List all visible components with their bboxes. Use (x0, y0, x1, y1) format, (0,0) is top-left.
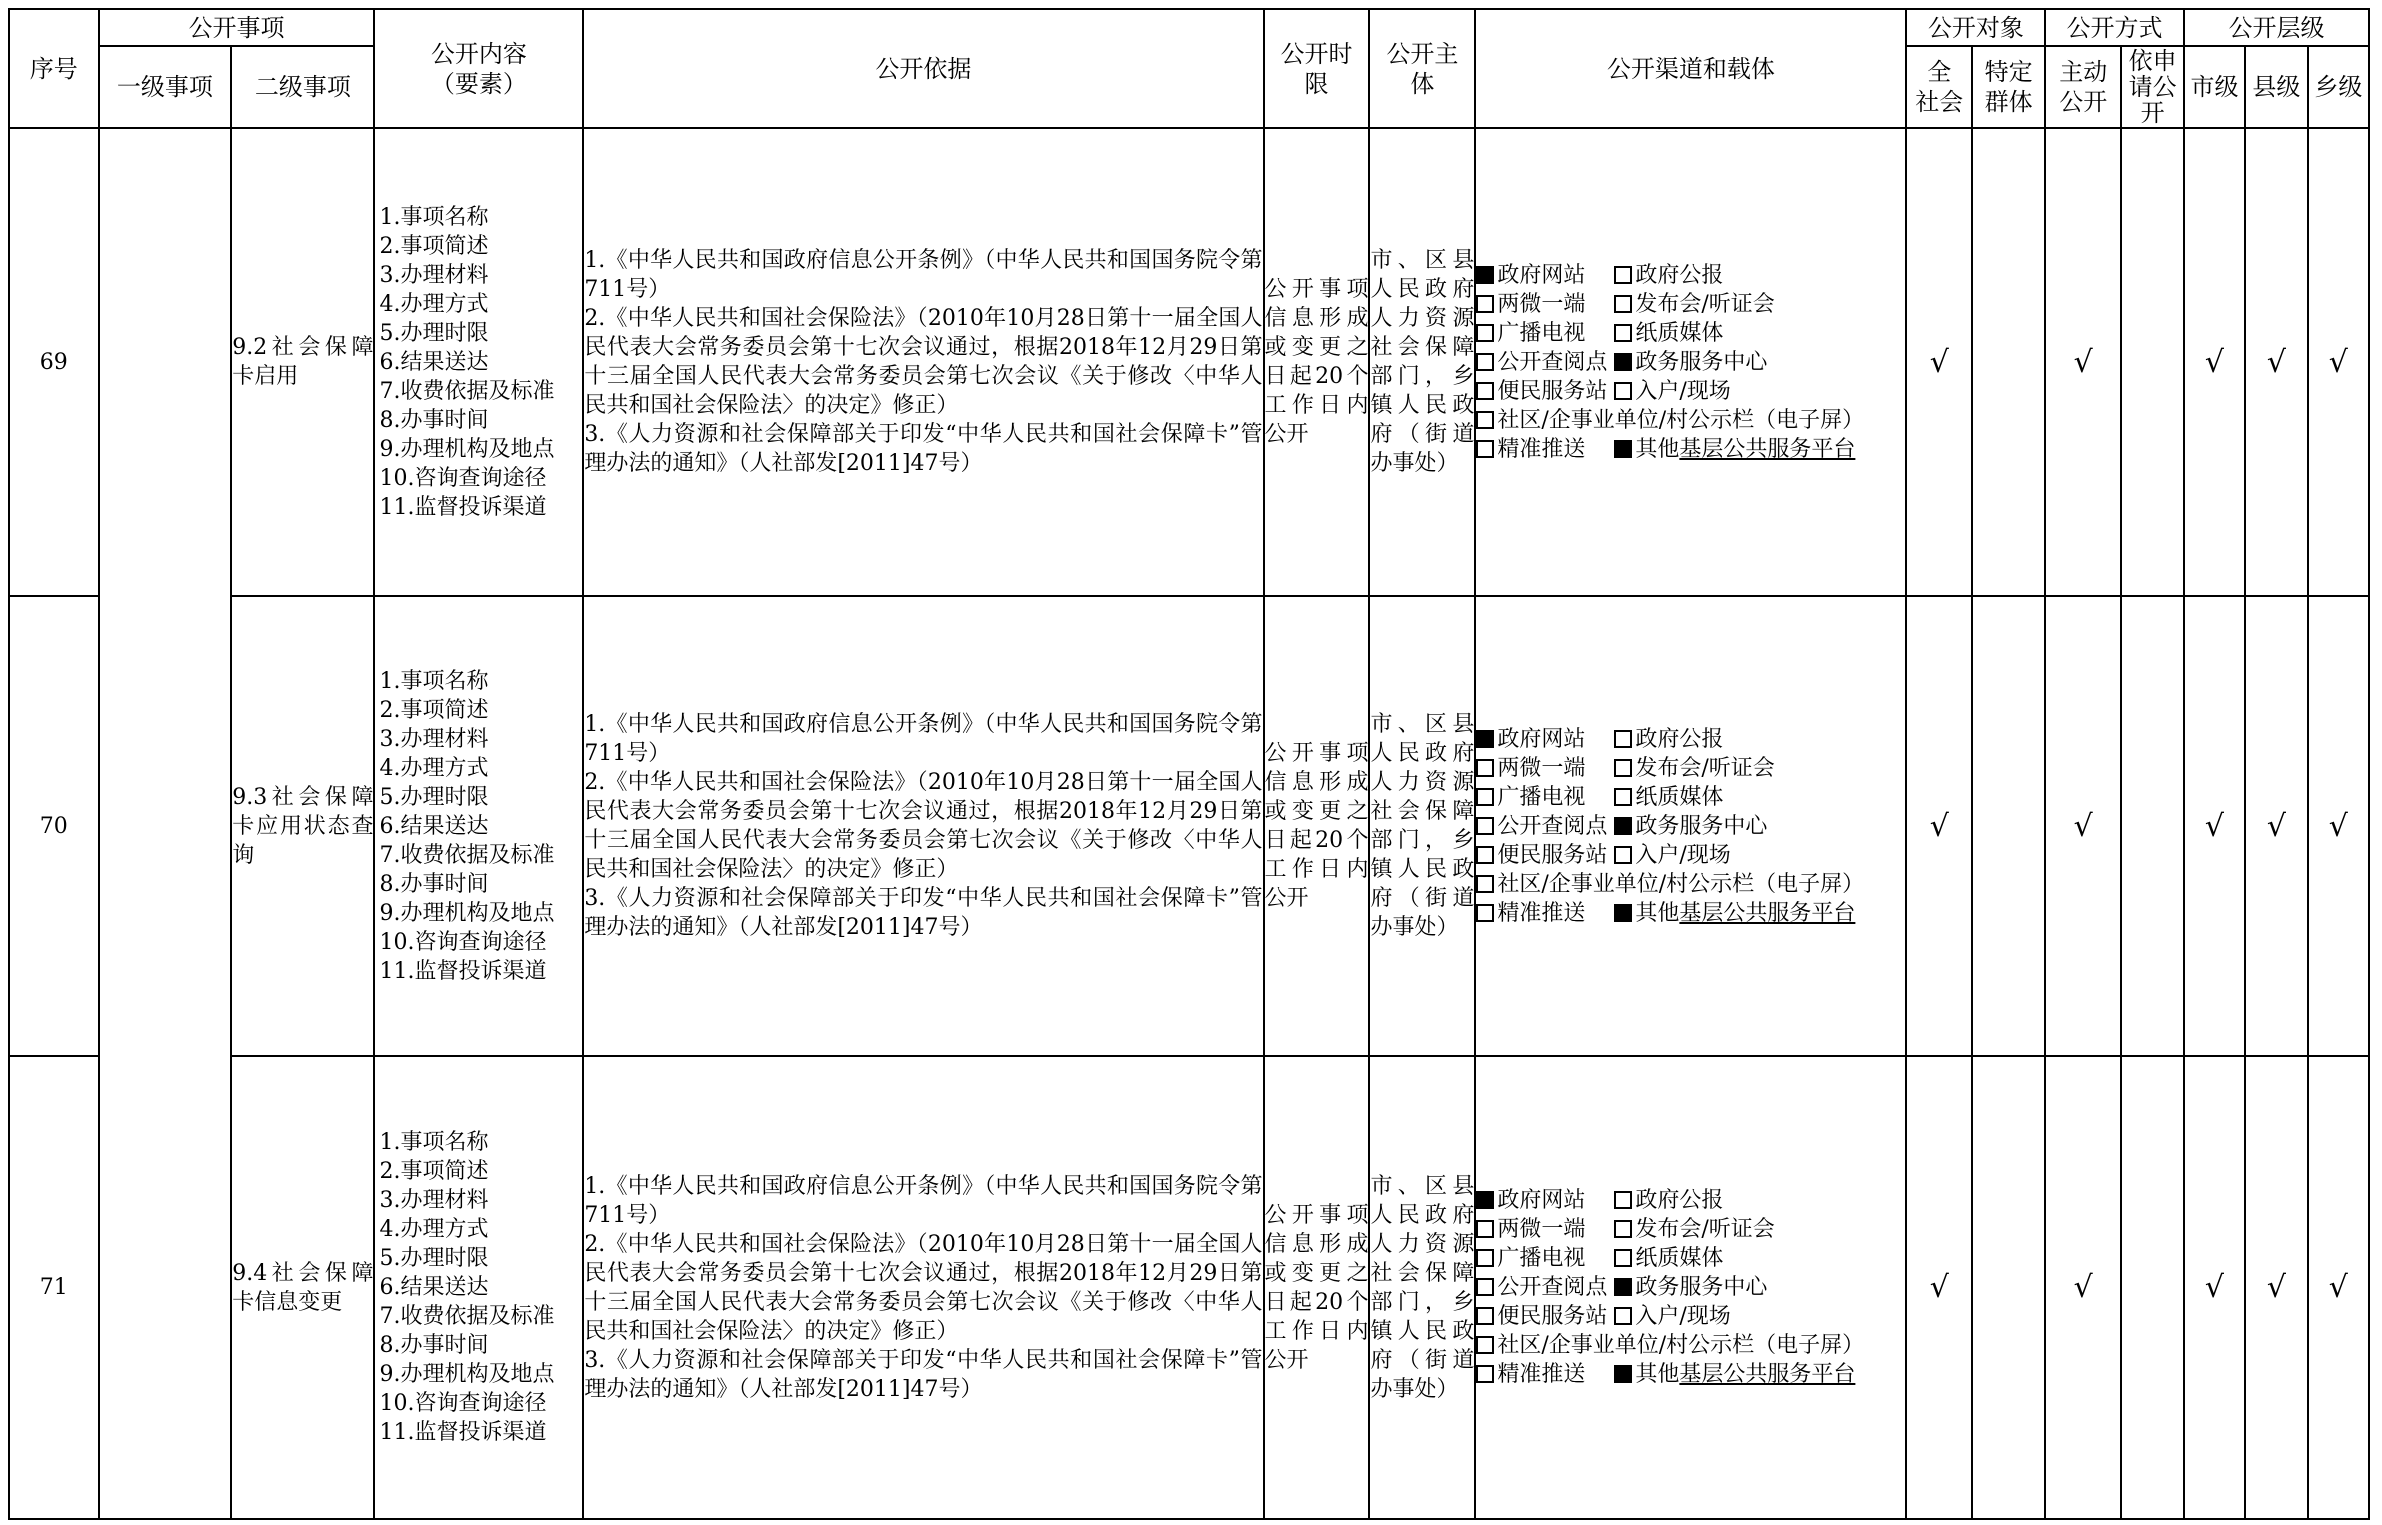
unchecked-box-icon (1476, 411, 1494, 429)
unchecked-box-icon (1476, 846, 1494, 864)
basis-cell (583, 1056, 1263, 1519)
content-element: 4.办理方式 (379, 755, 489, 781)
channel-option (1614, 435, 1855, 464)
unchecked-box-icon (1476, 295, 1494, 313)
channel-option-label: 发布会/听证会 (1635, 755, 1775, 781)
method-request-check (2121, 1056, 2184, 1519)
channel-option (1614, 261, 1723, 290)
content-element: 3.办理材料 (379, 1188, 489, 1214)
level-county-check (2245, 1056, 2308, 1519)
channel-option (1614, 1360, 1855, 1389)
level-town-check (2308, 1056, 2369, 1519)
unchecked-box-icon (1476, 904, 1494, 922)
basis-entry: 2.《中华人民共和国社会保险法》（2010年10月28日第十一届全国人民代表大会常务委员会第十七次会议通过，根据2018年12月29日第十三届全国人民代表大会常务委员会第七次会议《关于修改〈中华人民共和国社会保险法〉的决定》修正） (584, 770, 1263, 883)
channel-line (1476, 406, 1905, 435)
channel-option-label: 广播电视 (1497, 320, 1586, 346)
unchecked-box-icon (1614, 1249, 1632, 1267)
content-element: 5.办理时限 (379, 320, 489, 346)
channel-option-label: 社区/企事业单位/村公示栏（电子屏） (1497, 871, 1865, 897)
checked-box-icon (1476, 1191, 1494, 1209)
unchecked-box-icon (1476, 1336, 1494, 1354)
time-limit-text: 公开事项信息形成或变更之日起20个工作日内公开 (1264, 1202, 1369, 1373)
channel-option (1476, 783, 1614, 812)
channel-option-label: 精准推送 (1497, 436, 1586, 462)
channel-option-label: 公开查阅点 (1497, 813, 1608, 839)
row-seq: 69 (9, 128, 99, 596)
level2-item: 9.3社会保障卡应用状态查询 (231, 596, 374, 1057)
channel-option (1614, 1186, 1723, 1215)
time-limit-cell (1264, 128, 1370, 596)
channel-option (1476, 377, 1614, 406)
basis-entry: 3.《人力资源和社会保障部关于印发“中华人民共和国社会保障卡”管理办法的通知》（人社部发[2011]47号） (584, 422, 1263, 477)
check-mark-icon: √ (2266, 344, 2286, 380)
content-element: 6.结果送达 (379, 813, 489, 839)
header-content: 公开内容 （要素） (374, 9, 583, 128)
basis-cell (583, 596, 1263, 1057)
content-element: 5.办理时限 (379, 784, 489, 810)
channel-option (1614, 319, 1723, 348)
check-mark-icon: √ (2204, 1270, 2225, 1306)
row-seq: 70 (9, 596, 99, 1057)
method-request-check (2121, 596, 2184, 1057)
header-channel: 公开渠道和载体 (1475, 9, 1906, 128)
check-mark-icon: √ (2328, 344, 2348, 380)
content-element: 11.监督投诉渠道 (379, 958, 547, 984)
content-elements (374, 128, 583, 596)
channel-option (1476, 1186, 1614, 1215)
table-row (9, 128, 2369, 596)
channel-option-label: 政府网站 (1497, 726, 1586, 752)
subject-text: 市、区县人民政府人力资源社会保障部门，乡镇人民政府（街道办事处） (1370, 248, 1475, 477)
content-element: 3.办理材料 (379, 262, 489, 288)
channel-line (1476, 1331, 1905, 1360)
unchecked-box-icon (1614, 324, 1632, 342)
channel-option-label: 两微一端 (1497, 291, 1586, 317)
channel-option (1476, 1302, 1614, 1331)
channel-option (1614, 841, 1730, 870)
level2-item: 9.4社会保障卡信息变更 (231, 1056, 374, 1519)
channel-line (1476, 1360, 1905, 1389)
channel-line (1476, 841, 1905, 870)
unchecked-box-icon (1476, 1365, 1494, 1383)
content-element: 7.收费依据及标准 (379, 1304, 555, 1330)
content-element: 2.事项简述 (379, 1159, 489, 1185)
header-target: 公开对象 (1906, 9, 2045, 46)
basis-entry: 2.《中华人民共和国社会保险法》（2010年10月28日第十一届全国人民代表大会常务委员会第十七次会议通过，根据2018年12月29日第十三届全国人民代表大会常务委员会第七次会议《关于修改〈中华人民共和国社会保险法〉的决定》修正） (584, 306, 1263, 419)
channel-option-label: 入户/现场 (1635, 378, 1731, 404)
channel-line (1476, 261, 1905, 290)
channel-option (1476, 261, 1614, 290)
basis-entry: 2.《中华人民共和国社会保险法》（2010年10月28日第十一届全国人民代表大会常务委员会第十七次会议通过，根据2018年12月29日第十三届全国人民代表大会常务委员会第七次会议《关于修改〈中华人民共和国社会保险法〉的决定》修正） (584, 1231, 1263, 1344)
channel-option-label: 政府公报 (1635, 262, 1724, 288)
channel-option (1476, 841, 1614, 870)
checked-box-icon (1476, 266, 1494, 284)
channel-option (1476, 1360, 1614, 1389)
basis-cell (583, 128, 1263, 596)
channel-option-label: 纸质媒体 (1635, 320, 1724, 346)
channel-option (1614, 1302, 1730, 1331)
checked-box-icon (1614, 904, 1632, 922)
channel-line (1476, 348, 1905, 377)
checked-box-icon (1614, 817, 1632, 835)
check-mark-icon: √ (2073, 344, 2093, 380)
channel-option-label: 精准推送 (1497, 900, 1586, 926)
channel-option-label: 广播电视 (1497, 784, 1586, 810)
channel-line (1476, 899, 1905, 928)
unchecked-box-icon (1476, 875, 1494, 893)
table-row (9, 596, 2369, 1057)
channel-line (1476, 319, 1905, 348)
unchecked-box-icon (1476, 1307, 1494, 1325)
channel-option (1476, 1331, 1864, 1360)
checked-box-icon (1614, 353, 1632, 371)
channel-option (1476, 812, 1614, 841)
channel-line (1476, 870, 1905, 899)
channel-option (1614, 1244, 1723, 1273)
channel-option-label: 入户/现场 (1635, 1304, 1731, 1330)
content-list (375, 1128, 582, 1447)
header-target-all: 全 社会 (1906, 46, 1972, 128)
header-public-items: 公开事项 (99, 9, 375, 46)
basis-entry: 3.《人力资源和社会保障部关于印发“中华人民共和国社会保障卡”管理办法的通知》（人社部发[2011]47号） (584, 1347, 1263, 1402)
channel-line (1476, 377, 1905, 406)
channel-option-label: 公开查阅点 (1497, 1275, 1608, 1301)
channel-option (1476, 435, 1614, 464)
channel-line (1476, 1215, 1905, 1244)
unchecked-box-icon (1476, 440, 1494, 458)
content-element: 8.办事时间 (379, 871, 489, 897)
unchecked-box-icon (1614, 1220, 1632, 1238)
header-target-specific: 特定 群体 (1972, 46, 2045, 128)
content-element: 6.结果送达 (379, 1275, 489, 1301)
channel-option (1476, 870, 1864, 899)
subject-text: 市、区县人民政府人力资源社会保障部门，乡镇人民政府（街道办事处） (1370, 712, 1475, 941)
header-level-town: 乡级 (2308, 46, 2369, 128)
header-seq: 序号 (9, 9, 99, 128)
header-method-active: 主动 公开 (2045, 46, 2121, 128)
basis-entry: 1.《中华人民共和国政府信息公开条例》（中华人民共和国国务院令第711号） (584, 1173, 1263, 1228)
content-element: 8.办事时间 (379, 407, 489, 433)
channel-option-label: 政府网站 (1497, 1188, 1586, 1214)
channel-option-label: 公开查阅点 (1497, 349, 1608, 375)
unchecked-box-icon (1614, 1191, 1632, 1209)
content-element: 9.办理机构及地点 (379, 900, 555, 926)
header-method-request: 依申 请公 开 (2121, 46, 2184, 128)
unchecked-box-icon (1614, 295, 1632, 313)
channel-option (1476, 725, 1614, 754)
content-element: 5.办理时限 (379, 1246, 489, 1272)
unchecked-box-icon (1476, 324, 1494, 342)
unchecked-box-icon (1614, 846, 1632, 864)
channel-option (1614, 783, 1723, 812)
unchecked-box-icon (1476, 353, 1494, 371)
channel-option-label: 发布会/听证会 (1635, 291, 1775, 317)
row-seq: 71 (9, 1056, 99, 1519)
header-level: 公开层级 (2184, 9, 2369, 46)
level2-item: 9.2社会保障卡启用 (231, 128, 374, 596)
channel-option-label: 广播电视 (1497, 1246, 1586, 1272)
content-element: 2.事项简述 (379, 697, 489, 723)
content-element: 10.咨询查询途径 (379, 929, 547, 955)
channel-line (1476, 1244, 1905, 1273)
channel-option (1476, 754, 1614, 783)
level-town-check (2308, 596, 2369, 1057)
level-county-check (2245, 128, 2308, 596)
channel-option-label: 其他 (1635, 900, 1680, 926)
content-element: 7.收费依据及标准 (379, 378, 555, 404)
channel-option (1476, 1273, 1614, 1302)
unchecked-box-icon (1614, 382, 1632, 400)
channel-other-detail: 基层公共服务平台 (1679, 900, 1856, 926)
subject-cell (1369, 128, 1475, 596)
channel-line (1476, 1273, 1905, 1302)
channel-option (1476, 348, 1614, 377)
content-list (375, 667, 582, 986)
content-element: 3.办理材料 (379, 726, 489, 752)
content-element: 1.事项名称 (379, 204, 489, 230)
channel-option (1614, 899, 1855, 928)
channel-option-label: 入户/现场 (1635, 842, 1731, 868)
channel-option (1614, 290, 1774, 319)
unchecked-box-icon (1614, 266, 1632, 284)
content-element: 1.事项名称 (379, 668, 489, 694)
time-limit-cell (1264, 596, 1370, 1057)
content-element: 8.办事时间 (379, 1333, 489, 1359)
channel-option (1614, 754, 1774, 783)
channel-line (1476, 754, 1905, 783)
basis-entry: 1.《中华人民共和国政府信息公开条例》（中华人民共和国国务院令第711号） (584, 712, 1263, 767)
content-element: 6.结果送达 (379, 349, 489, 375)
unchecked-box-icon (1476, 817, 1494, 835)
channel-option-label: 其他 (1635, 1362, 1680, 1388)
time-limit-cell (1264, 1056, 1370, 1519)
channel-option (1614, 812, 1767, 841)
time-limit-text: 公开事项信息形成或变更之日起20个工作日内公开 (1264, 277, 1369, 448)
unchecked-box-icon (1476, 759, 1494, 777)
header-basis: 公开依据 (583, 9, 1263, 128)
level-city-check (2184, 596, 2245, 1057)
checked-box-icon (1614, 1365, 1632, 1383)
channel-line (1476, 1302, 1905, 1331)
check-mark-icon: √ (2266, 1270, 2286, 1306)
channel-option-label: 便民服务站 (1497, 378, 1608, 404)
content-element: 1.事项名称 (379, 1130, 489, 1156)
level-county-check (2245, 596, 2308, 1057)
check-mark-icon: √ (2204, 344, 2225, 380)
content-element: 11.监督投诉渠道 (379, 494, 547, 520)
table-row (9, 1056, 2369, 1519)
channel-option (1476, 899, 1614, 928)
basis-entry: 1.《中华人民共和国政府信息公开条例》（中华人民共和国国务院令第711号） (584, 248, 1263, 303)
content-element: 11.监督投诉渠道 (379, 1420, 547, 1446)
content-element: 9.办理机构及地点 (379, 436, 555, 462)
unchecked-box-icon (1476, 1249, 1494, 1267)
channel-option-label: 政务服务中心 (1635, 813, 1768, 839)
channel-option-label: 两微一端 (1497, 755, 1586, 781)
header-subject: 公开主 体 (1369, 9, 1475, 128)
channel-option-label: 政府网站 (1497, 262, 1586, 288)
channel-option (1614, 1273, 1767, 1302)
target-all-check (1906, 1056, 1972, 1519)
channel-option-label: 纸质媒体 (1635, 1246, 1724, 1272)
channel-line (1476, 812, 1905, 841)
check-mark-icon: √ (2204, 808, 2225, 844)
header-method: 公开方式 (2045, 9, 2184, 46)
unchecked-box-icon (1614, 730, 1632, 748)
channel-option-label: 便民服务站 (1497, 1304, 1608, 1330)
basis-entry: 3.《人力资源和社会保障部关于印发“中华人民共和国社会保障卡”管理办法的通知》（人社部发[2011]47号） (584, 886, 1263, 941)
method-active-check (2045, 128, 2121, 596)
check-mark-icon: √ (1929, 808, 1949, 844)
content-elements (374, 1056, 583, 1519)
channel-line (1476, 783, 1905, 812)
method-active-check (2045, 1056, 2121, 1519)
channel-option-label: 政府公报 (1635, 1188, 1724, 1214)
level1-item-cell (99, 128, 232, 1519)
channel-option (1476, 1215, 1614, 1244)
check-mark-icon: √ (1929, 1270, 1949, 1306)
channel-option (1476, 406, 1864, 435)
channel-other-detail: 基层公共服务平台 (1679, 1362, 1856, 1388)
checked-box-icon (1614, 1278, 1632, 1296)
channel-option-label: 政务服务中心 (1635, 349, 1768, 375)
channel-option-label: 两微一端 (1497, 1217, 1586, 1243)
channel-option-label: 纸质媒体 (1635, 784, 1724, 810)
subject-cell (1369, 1056, 1475, 1519)
channel-option-label: 其他 (1635, 436, 1680, 462)
header-level-county: 县级 (2245, 46, 2308, 128)
channel-option (1614, 725, 1723, 754)
level-town-check (2308, 128, 2369, 596)
channel-option-label: 政府公报 (1635, 726, 1724, 752)
content-element: 2.事项简述 (379, 233, 489, 259)
checked-box-icon (1614, 440, 1632, 458)
content-element: 10.咨询查询途径 (379, 465, 547, 491)
check-mark-icon: √ (2073, 1270, 2093, 1306)
channel-line (1476, 435, 1905, 464)
disclosure-table (8, 8, 2370, 1520)
unchecked-box-icon (1614, 788, 1632, 806)
header-level1: 一级事项 (99, 46, 232, 128)
subject-cell (1369, 596, 1475, 1057)
channel-cell (1475, 1056, 1906, 1519)
content-element: 4.办理方式 (379, 291, 489, 317)
channel-other-detail: 基层公共服务平台 (1679, 436, 1856, 462)
unchecked-box-icon (1614, 759, 1632, 777)
channel-option-label: 发布会/听证会 (1635, 1217, 1775, 1243)
target-specific-check (1972, 1056, 2045, 1519)
channel-option-label: 便民服务站 (1497, 842, 1608, 868)
target-specific-check (1972, 128, 2045, 596)
content-elements (374, 596, 583, 1057)
unchecked-box-icon (1476, 1278, 1494, 1296)
check-mark-icon: √ (1929, 344, 1949, 380)
content-element: 9.办理机构及地点 (379, 1362, 555, 1388)
unchecked-box-icon (1614, 1307, 1632, 1325)
check-mark-icon: √ (2266, 808, 2286, 844)
channel-option (1476, 319, 1614, 348)
channel-cell (1475, 596, 1906, 1057)
channel-option (1614, 348, 1767, 377)
channel-option-label: 社区/企事业单位/村公示栏（电子屏） (1497, 407, 1865, 433)
unchecked-box-icon (1476, 788, 1494, 806)
level-city-check (2184, 1056, 2245, 1519)
unchecked-box-icon (1476, 382, 1494, 400)
subject-text: 市、区县人民政府人力资源社会保障部门，乡镇人民政府（街道办事处） (1370, 1173, 1475, 1402)
method-active-check (2045, 596, 2121, 1057)
content-element: 10.咨询查询途径 (379, 1391, 547, 1417)
channel-line (1476, 1186, 1905, 1215)
channel-line (1476, 725, 1905, 754)
target-all-check (1906, 596, 1972, 1057)
level-city-check (2184, 128, 2245, 596)
check-mark-icon: √ (2073, 808, 2093, 844)
content-element: 7.收费依据及标准 (379, 842, 555, 868)
check-mark-icon: √ (2328, 1270, 2348, 1306)
header-time-limit: 公开时 限 (1264, 9, 1370, 128)
target-specific-check (1972, 596, 2045, 1057)
target-all-check (1906, 128, 1972, 596)
channel-cell (1475, 128, 1906, 596)
header-level2: 二级事项 (231, 46, 374, 128)
channel-option (1614, 1215, 1774, 1244)
content-element: 4.办理方式 (379, 1217, 489, 1243)
unchecked-box-icon (1476, 1220, 1494, 1238)
channel-option (1614, 377, 1730, 406)
method-request-check (2121, 128, 2184, 596)
time-limit-text: 公开事项信息形成或变更之日起20个工作日内公开 (1264, 741, 1369, 912)
channel-option (1476, 1244, 1614, 1273)
content-list (375, 203, 582, 522)
channel-option (1476, 290, 1614, 319)
channel-line (1476, 290, 1905, 319)
channel-option-label: 社区/企事业单位/村公示栏（电子屏） (1497, 1333, 1865, 1359)
channel-option-label: 精准推送 (1497, 1362, 1586, 1388)
checked-box-icon (1476, 730, 1494, 748)
check-mark-icon: √ (2328, 808, 2348, 844)
header-level-city: 市级 (2184, 46, 2245, 128)
channel-option-label: 政务服务中心 (1635, 1275, 1768, 1301)
